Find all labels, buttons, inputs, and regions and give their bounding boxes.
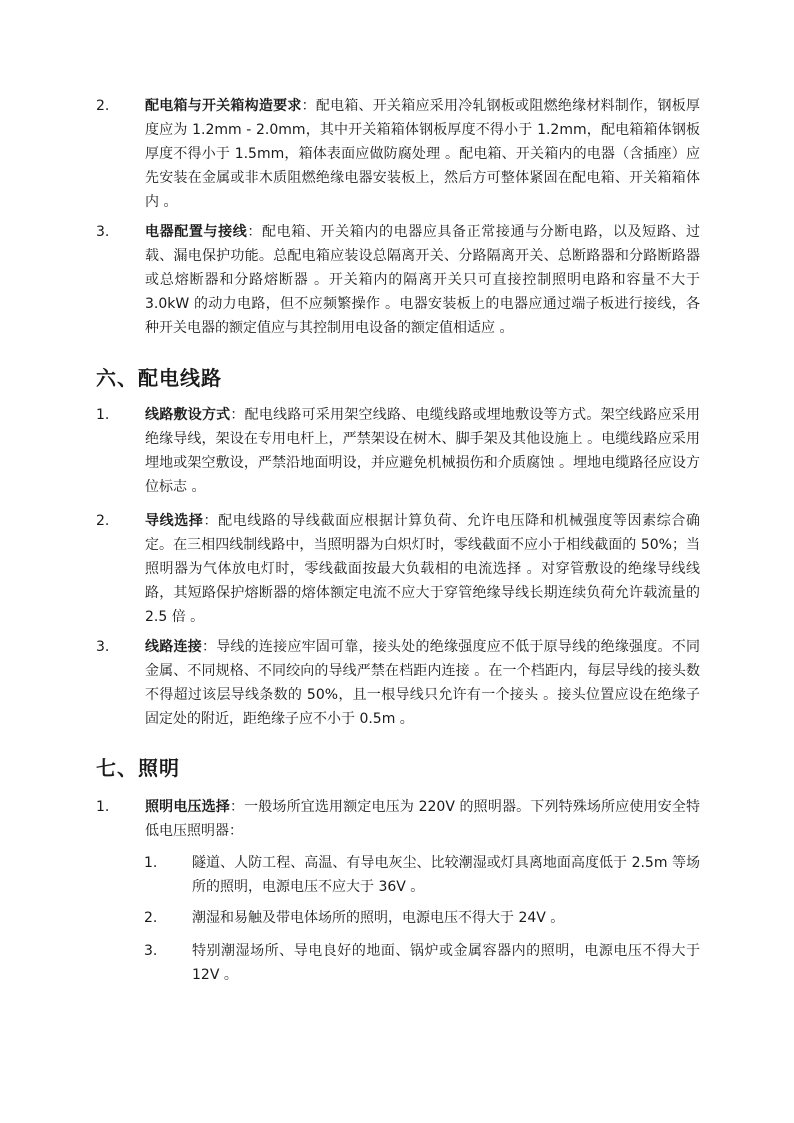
- list-item-conductor-selection: [96, 509, 700, 629]
- sub-list-item: [144, 906, 700, 930]
- item-text: ：配电线路可采用架空线路、电缆线路或埋地敷设等方式。架空线路应采用绝缘导线，架设在专用电杆上，严禁架设在树木、脚手架及其他设施上 。电缆线路应采用埋地或架空敷设，严禁沿地面明设，并应避免机械损伤和介质腐蚀 。埋地电缆路径应设方位标志 。: [145, 407, 700, 495]
- list-item-body: [145, 509, 700, 629]
- sub-list-item-text: 特别潮湿场所、导电良好的地面、锅炉或金属容器内的照明，电源电压不得大于 12V 。: [192, 943, 700, 983]
- sub-list-item-text: 潮湿和易触及带电体场所的照明，电源电压不得大于 24V 。: [192, 910, 565, 926]
- list-item-body: [145, 635, 700, 731]
- sub-list-item: [144, 851, 700, 899]
- list-item-laying-method: [96, 403, 700, 499]
- list-item-line-connection: [96, 635, 700, 731]
- list-number: 1.: [96, 407, 110, 423]
- list-item-electrical-config: [96, 220, 700, 340]
- list-item-body: [145, 94, 700, 214]
- item-label: 线路敷设方式: [145, 407, 231, 423]
- section-heading-lighting: 七、照明: [96, 756, 180, 780]
- item-text: ：配电线路的导线截面应根据计算负荷、允许电压降和机械强度等因素综合确定。在三相四线制线路中，当照明器为白炽灯时，零线截面不应小于相线截面的 50%；当照明器为气体放电灯时，零线截面按最大负载相的电流选择 。对穿管敷设的绝缘导线线路，其短路保护熔断器的熔体额定电流不应大于穿管绝缘导线长期连续负荷允许载流量的 2.5 倍 。: [145, 513, 701, 625]
- list-item-body: [145, 403, 700, 499]
- list-number: 2.: [96, 98, 110, 114]
- item-text: ：导线的连接应牢固可靠，接头处的绝缘强度应不低于原导线的绝缘强度。不同金属、不同规格、不同绞向的导线严禁在档距内连接 。在一个档距内，每层导线的接头数不得超过该层导线条数的 50%，且一根导线只允许有一个接头 。接头位置应设在绝缘子固定处的附近，距绝缘子应不小于 0.5m 。: [145, 639, 701, 727]
- item-label: 电器配置与接线: [145, 224, 248, 240]
- section-heading-distribution-lines: 六、配电线路: [96, 366, 222, 390]
- item-text: ：一般场所宜选用额定电压为 220V 的照明器。下列特殊场所应使用安全特低电压照明器：: [145, 799, 701, 839]
- list-number: 2.: [96, 513, 110, 529]
- list-item-body: [145, 220, 700, 340]
- list-number: 3.: [96, 224, 110, 240]
- sub-list-number: 1.: [144, 855, 158, 871]
- item-text: ：配电箱、开关箱内的电器应具备正常接通与分断电路，以及短路、过载、漏电保护功能。总配电箱应装设总隔离开关、分路隔离开关、总断路器和分路断路器或总熔断器和分路熔断器 。开关箱内的隔离开关只可直接控制照明电路和容量不大于 3.0kW 的动力电路，但不应频繁操作 。电器安装板上的电器应通过端子板进行接线，各种开关电器的额定值应与其控制用电设备的额定值相适应 。: [145, 224, 701, 336]
- item-label: 照明电压选择: [145, 799, 230, 815]
- sub-list-number: 3.: [144, 943, 158, 959]
- item-text: ：配电箱、开关箱应采用冷轧钢板或阻燃绝缘材料制作，钢板厚度应为 1.2mm - 2.0mm，其中开关箱箱体钢板厚度不得小于 1.2mm，配电箱箱体钢板厚度不得小于 1.5mm，箱体表面应做防腐处理 。配电箱、开关箱内的电器（含插座）应先安装在金属或非木质阻燃绝缘电器安装板上，然后方可整体紧固在配电箱、开关箱箱体内 。: [145, 98, 701, 210]
- list-number: 3.: [96, 639, 110, 655]
- list-item-box-construction: [96, 94, 700, 214]
- item-label: 导线选择: [145, 513, 204, 529]
- item-label: 配电箱与开关箱构造要求: [145, 98, 302, 114]
- item-label: 线路连接: [145, 639, 202, 655]
- list-item-lighting-voltage: [96, 795, 700, 843]
- sub-list-item: [144, 939, 700, 987]
- sub-list-item-text: 隧道、人防工程、高温、有导电灰尘、比较潮湿或灯具离地面高度低于 2.5m 等场所的照明，电源电压不应大于 36V 。: [192, 855, 700, 895]
- list-number: 1.: [96, 799, 110, 815]
- list-item-body: [145, 795, 700, 843]
- sub-list-number: 2.: [144, 910, 158, 926]
